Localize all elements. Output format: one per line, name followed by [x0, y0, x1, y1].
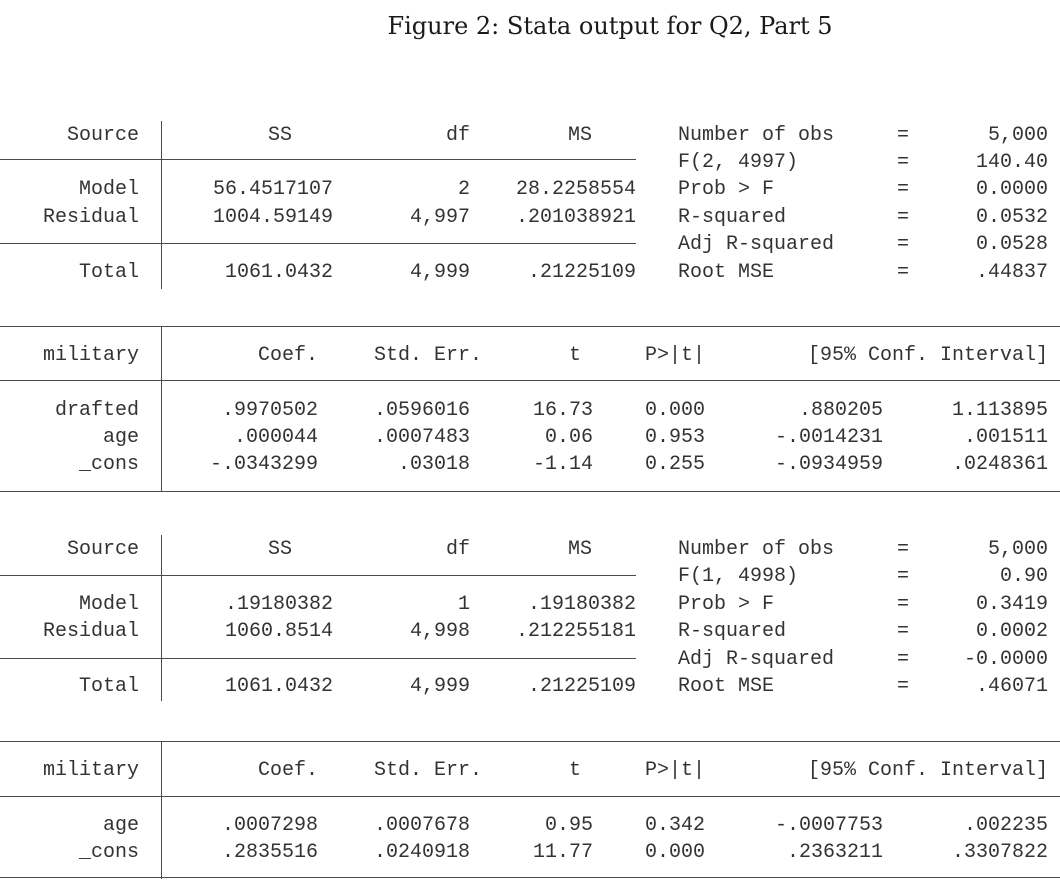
anova-1-stat-label: F(2, 4997) — [678, 151, 799, 174]
coef-2-row-t: 11.77 — [532, 841, 593, 864]
anova-2-ms-header: MS — [567, 538, 592, 561]
anova-1-stat-value: 0.0000 — [975, 178, 1048, 201]
anova-2-residual-df: 4,998 — [409, 620, 470, 643]
anova-2-stat-eq: = — [897, 593, 910, 616]
coef-1-var-header: military — [42, 344, 139, 367]
coef-1-top-rule — [0, 326, 1060, 327]
anova-2-stat-label: Prob > F — [678, 593, 775, 616]
anova-1-stat-eq: = — [897, 206, 910, 229]
anova-1-model-df: 2 — [457, 178, 470, 201]
anova-2-stat-value: 0.90 — [999, 565, 1048, 588]
anova-2-stat-eq: = — [897, 565, 910, 588]
anova-2-stat-value: .46071 — [975, 675, 1048, 698]
coef-1-row-var: drafted — [54, 399, 139, 422]
anova-1-ss-header: SS — [267, 124, 292, 147]
anova-1-total-ss: 1061.0432 — [224, 261, 333, 284]
coef-2-row-t: 0.95 — [544, 814, 593, 837]
anova-1-total-rule — [0, 243, 636, 244]
anova-1-df-header: df — [445, 124, 470, 147]
coef-2-row-p: 0.000 — [644, 841, 705, 864]
coef-2-row-hi: .3307822 — [951, 841, 1048, 864]
anova-1-stat-value: 5,000 — [987, 124, 1048, 147]
anova-2-residual-ss: 1060.8514 — [224, 620, 333, 643]
coef-2-row-lo: -.0007753 — [774, 814, 883, 837]
anova-1-total-df: 4,999 — [409, 261, 470, 284]
anova-1-total-source: Total — [78, 261, 139, 284]
anova-1-stat-label: R-squared — [678, 206, 787, 229]
anova-2-stat-value: -0.0000 — [963, 648, 1048, 671]
anova-1-stat-label: Root MSE — [678, 261, 775, 284]
coef-1-p-header: P>|t| — [644, 344, 705, 367]
coef-1-row-coef: .000044 — [233, 426, 318, 449]
coef-2-p-header: P>|t| — [644, 759, 705, 782]
coef-1-row-var: _cons — [78, 453, 139, 476]
coef-2-row-coef: .0007298 — [221, 814, 318, 837]
coef-1-row-var: age — [102, 426, 139, 449]
anova-2-total-ss: 1061.0432 — [224, 675, 333, 698]
coef-2-row-p: 0.342 — [644, 814, 705, 837]
anova-2-stat-eq: = — [897, 648, 910, 671]
anova-1-ms-header: MS — [567, 124, 592, 147]
coef-2-top-rule — [0, 741, 1060, 742]
anova-2-stat-label: R-squared — [678, 620, 787, 643]
anova-2-stat-eq: = — [897, 620, 910, 643]
coef-2-row-var: age — [102, 814, 139, 837]
coef-2-bottom-rule — [0, 877, 1060, 878]
anova-2-source-header: Source — [66, 538, 139, 561]
coef-2-row-se: .0007678 — [373, 814, 470, 837]
coef-1-row-lo: -.0014231 — [774, 426, 883, 449]
anova-2-stat-label: Root MSE — [678, 675, 775, 698]
coef-1-t-header: t — [568, 344, 581, 367]
anova-2-residual-ms: .212255181 — [515, 620, 636, 643]
anova-2-stat-value: 5,000 — [987, 538, 1048, 561]
coef-2-row-coef: .2835516 — [221, 841, 318, 864]
coef-1-row-se: .0596016 — [373, 399, 470, 422]
anova-2-stat-label: Number of obs — [678, 538, 835, 561]
coef-1-divider — [161, 326, 162, 492]
coef-1-row-p: 0.000 — [644, 399, 705, 422]
anova-1-residual-ss: 1004.59149 — [212, 206, 333, 229]
coef-1-row-t: 16.73 — [532, 399, 593, 422]
coef-1-bottom-rule — [0, 491, 1060, 492]
anova-1-model-source: Model — [78, 178, 139, 201]
coef-2-coef-header: Coef. — [257, 759, 318, 782]
anova-2-total-source: Total — [78, 675, 139, 698]
coef-1-row-lo: -.0934959 — [774, 453, 883, 476]
coef-2-var-header: military — [42, 759, 139, 782]
figure-caption: Figure 2: Stata output for Q2, Part 5 — [387, 12, 833, 40]
anova-1-stat-eq: = — [897, 178, 910, 201]
anova-1-stat-label: Prob > F — [678, 178, 775, 201]
coef-1-row-p: 0.255 — [644, 453, 705, 476]
coef-1-row-lo: .880205 — [798, 399, 883, 422]
anova-2-model-ms: .19180382 — [527, 593, 636, 616]
coef-2-header-rule — [0, 796, 1060, 797]
anova-2-stat-value: 0.0002 — [975, 620, 1048, 643]
anova-2-stat-eq: = — [897, 538, 910, 561]
anova-2-ss-header: SS — [267, 538, 292, 561]
coef-1-ci-header: [95% Conf. Interval] — [807, 344, 1048, 367]
anova-2-stat-value: 0.3419 — [975, 593, 1048, 616]
anova-2-stat-label: Adj R-squared — [678, 648, 835, 671]
coef-1-row-p: 0.953 — [644, 426, 705, 449]
anova-2-residual-source: Residual — [42, 620, 139, 643]
anova-1-stat-eq: = — [897, 233, 910, 256]
anova-1-stat-value: 140.40 — [975, 151, 1048, 174]
anova-1-divider — [161, 121, 162, 289]
coef-1-row-se: .0007483 — [373, 426, 470, 449]
coef-1-row-t: 0.06 — [544, 426, 593, 449]
coef-1-row-coef: .9970502 — [221, 399, 318, 422]
anova-1-stat-value: .44837 — [975, 261, 1048, 284]
anova-1-stat-eq: = — [897, 261, 910, 284]
anova-2-df-header: df — [445, 538, 470, 561]
coef-1-row-se: .03018 — [397, 453, 470, 476]
anova-1-residual-ms: .201038921 — [515, 206, 636, 229]
coef-2-ci-header: [95% Conf. Interval] — [807, 759, 1048, 782]
anova-2-total-rule — [0, 658, 636, 659]
coef-2-row-se: .0240918 — [373, 841, 470, 864]
coef-2-row-var: _cons — [78, 841, 139, 864]
anova-1-total-ms: .21225109 — [527, 261, 636, 284]
coef-1-se-header: Std. Err. — [373, 344, 482, 367]
coef-2-divider — [161, 741, 162, 879]
anova-1-residual-source: Residual — [42, 206, 139, 229]
anova-2-header-rule — [0, 575, 636, 576]
anova-1-stat-label: Number of obs — [678, 124, 835, 147]
coef-1-row-hi: .001511 — [963, 426, 1048, 449]
coef-1-row-coef: -.0343299 — [209, 453, 318, 476]
anova-2-total-ms: .21225109 — [527, 675, 636, 698]
coef-1-row-t: -1.14 — [532, 453, 593, 476]
anova-1-stat-eq: = — [897, 151, 910, 174]
anova-1-model-ms: 28.2258554 — [515, 178, 636, 201]
anova-1-residual-df: 4,997 — [409, 206, 470, 229]
coef-2-row-hi: .002235 — [963, 814, 1048, 837]
coef-1-coef-header: Coef. — [257, 344, 318, 367]
anova-2-stat-eq: = — [897, 675, 910, 698]
anova-1-stat-eq: = — [897, 124, 910, 147]
anova-1-source-header: Source — [66, 124, 139, 147]
coef-1-row-hi: .0248361 — [951, 453, 1048, 476]
anova-1-stat-value: 0.0532 — [975, 206, 1048, 229]
coef-2-row-lo: .2363211 — [786, 841, 883, 864]
anova-1-stat-label: Adj R-squared — [678, 233, 835, 256]
coef-1-header-rule — [0, 380, 1060, 381]
anova-1-model-ss: 56.4517107 — [212, 178, 333, 201]
anova-2-total-df: 4,999 — [409, 675, 470, 698]
anova-2-model-df: 1 — [457, 593, 470, 616]
anova-2-stat-label: F(1, 4998) — [678, 565, 799, 588]
anova-1-stat-value: 0.0528 — [975, 233, 1048, 256]
anova-2-model-source: Model — [78, 593, 139, 616]
coef-2-t-header: t — [568, 759, 581, 782]
anova-1-header-rule — [0, 159, 636, 160]
anova-2-divider — [161, 535, 162, 701]
coef-2-se-header: Std. Err. — [373, 759, 482, 782]
coef-1-row-hi: 1.113895 — [951, 399, 1048, 422]
anova-2-model-ss: .19180382 — [224, 593, 333, 616]
